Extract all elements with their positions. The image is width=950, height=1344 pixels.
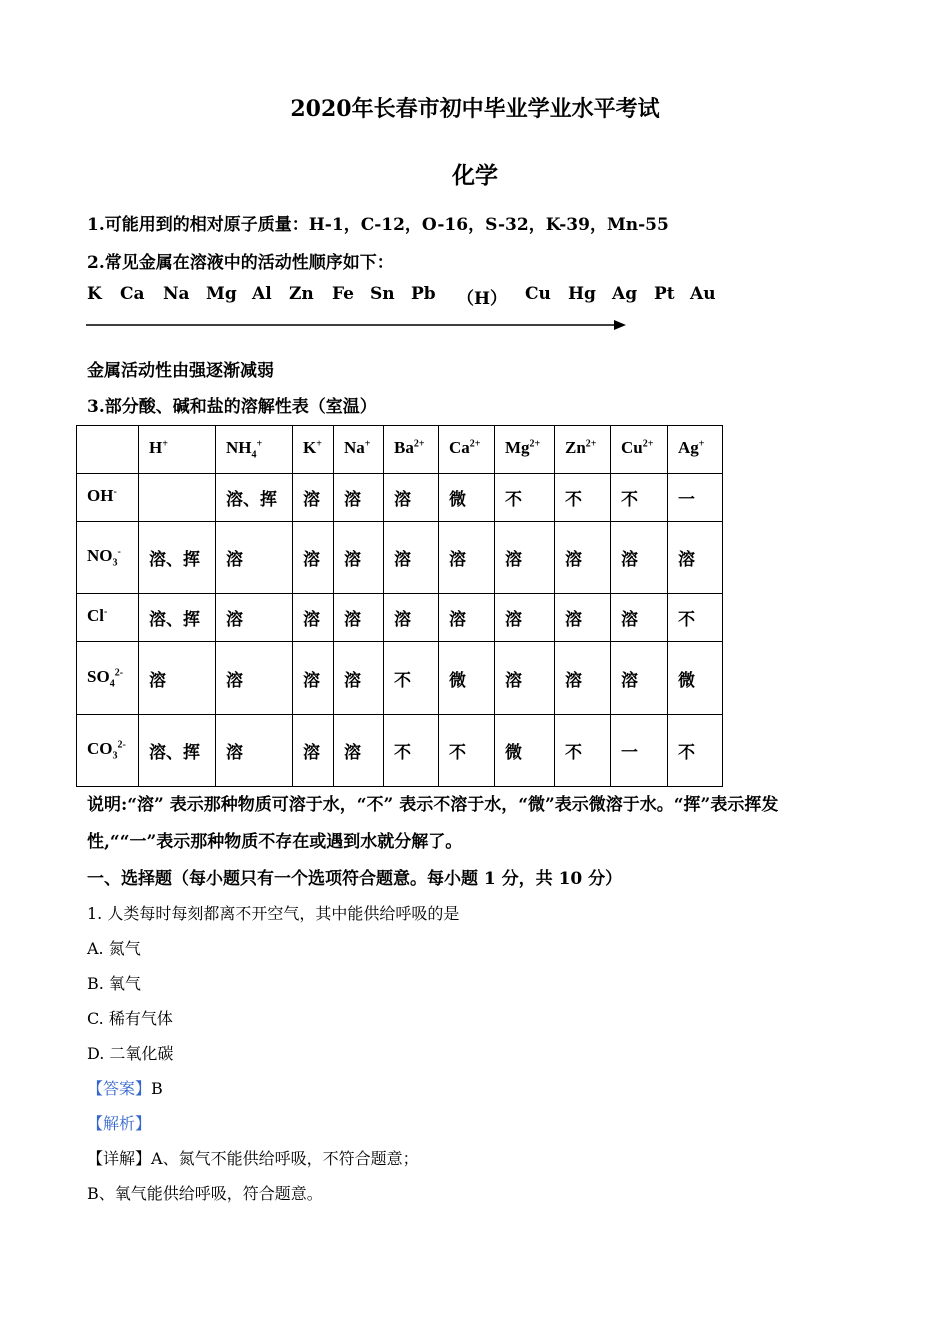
table-cell: 不 (384, 642, 439, 715)
table-cell: 溶 (216, 715, 293, 787)
column-header: $Ba^{2+}$ (384, 426, 439, 474)
table-cell: 溶 (495, 522, 555, 594)
column-header: $Ca^{2+}$ (439, 426, 495, 474)
table-cell: 不 (668, 715, 723, 787)
row-header: $NO_3^-$ (77, 522, 139, 594)
row-header: OH- (77, 474, 139, 522)
table-cell: 溶 (334, 715, 384, 787)
note-solubility-table: 3.部分酸、碱和盐的溶解性表（室温） (87, 397, 377, 417)
metal-symbol: Mg (206, 284, 237, 304)
table-cell: 微 (439, 474, 495, 522)
metal-activity-series (87, 284, 727, 309)
answer-label: 【答案】 (87, 1079, 152, 1098)
metal-symbol: Fe (332, 284, 354, 304)
table-cell: 不 (668, 594, 723, 642)
table-cell: 溶 (611, 522, 668, 594)
table-row (77, 715, 723, 787)
table-cell: 溶 (555, 522, 611, 594)
table-cell: 溶、挥 (139, 594, 216, 642)
table-cell: 溶 (384, 594, 439, 642)
table-cell: 溶 (293, 642, 334, 715)
column-header: $Mg^{2+}$ (495, 426, 555, 474)
table-row (77, 522, 723, 594)
table-header-row (77, 426, 723, 474)
column-header: Ag+ (668, 426, 723, 474)
subject-title: 化学 (452, 162, 498, 189)
row-header: $SO_4^{2-}$ (77, 642, 139, 715)
table-cell: 不 (495, 474, 555, 522)
option-a: A. 氮气 (87, 939, 141, 958)
table-cell: 微 (495, 715, 555, 787)
metal-symbol: Al (252, 284, 272, 304)
exam-title: 2020年长春市初中毕业学业水平考试 (290, 96, 660, 122)
table-cell: 不 (611, 474, 668, 522)
metal-symbol: （H） (457, 289, 508, 309)
table-cell: 溶 (384, 522, 439, 594)
section-heading: 一、选择题（每小题只有一个选项符合题意。每小题 1 分，共 10 分） (87, 869, 623, 889)
table-row (77, 474, 723, 522)
table-cell: 溶 (293, 715, 334, 787)
table-cell: 微 (439, 642, 495, 715)
table-cell: 溶 (293, 474, 334, 522)
table-cell: 溶 (334, 642, 384, 715)
column-header: $Zn^{2+}$ (555, 426, 611, 474)
column-header: $Cu^{2+}$ (611, 426, 668, 474)
table-cell: 溶 (439, 522, 495, 594)
table-cell: 溶 (439, 594, 495, 642)
table-cell: 溶 (293, 594, 334, 642)
column-header: $NH_4^+$ (216, 426, 293, 474)
table-cell: 溶、挥 (139, 715, 216, 787)
table-cell: 溶 (334, 594, 384, 642)
activity-caption: 金属活动性由强逐渐减弱 (87, 361, 274, 381)
table-cell: 溶 (139, 642, 216, 715)
table-cell: 溶、挥 (139, 522, 216, 594)
detail-line-2: B、氧气能供给呼吸，符合题意。 (87, 1184, 323, 1203)
detail-label: 【详解】 (87, 1149, 152, 1168)
question-stem: 1. 人类每时每刻都离不开空气，其中能供给呼吸的是 (87, 904, 460, 923)
table-cell: 溶 (293, 522, 334, 594)
metal-symbol: Hg (568, 284, 596, 304)
solubility-table (76, 425, 723, 787)
table-cell: 溶 (495, 642, 555, 715)
note-activity-series: 2.常见金属在溶液中的活动性顺序如下： (87, 253, 394, 273)
table-corner-cell (77, 426, 139, 474)
metal-symbol: Au (690, 284, 716, 304)
metal-symbol: Ag (612, 284, 638, 304)
table-cell: 一 (668, 474, 723, 522)
table-row (77, 594, 723, 642)
table-cell: 溶 (216, 522, 293, 594)
metal-symbol: Zn (289, 284, 314, 304)
answer-line (87, 1076, 163, 1099)
table-cell: 不 (555, 715, 611, 787)
table-cell: 溶 (555, 594, 611, 642)
table-cell (139, 474, 216, 522)
row-header: $CO_3^{2-}$ (77, 715, 139, 787)
table-cell: 不 (439, 715, 495, 787)
table-cell: 不 (555, 474, 611, 522)
metal-symbol: Sn (370, 284, 395, 304)
column-header: H+ (139, 426, 216, 474)
column-header: Na+ (334, 426, 384, 474)
column-header: K+ (293, 426, 334, 474)
table-cell: 不 (384, 715, 439, 787)
answer-value: B (151, 1079, 163, 1098)
table-cell: 溶 (216, 594, 293, 642)
note-atomic-masses: 1.可能用到的相对原子质量：H-1，C-12，O-16，S-32，K-39，Mn-55 (87, 215, 669, 235)
metal-symbol: Pt (654, 284, 675, 304)
metal-symbol: Pb (411, 284, 436, 304)
table-cell: 溶 (495, 594, 555, 642)
table-cell: 溶 (334, 474, 384, 522)
table-row (77, 642, 723, 715)
row-header: Cl- (77, 594, 139, 642)
table-cell: 溶 (216, 642, 293, 715)
table-cell: 溶、挥 (216, 474, 293, 522)
detail-line (87, 1146, 419, 1169)
table-cell: 溶 (555, 642, 611, 715)
activity-arrow-icon (86, 318, 631, 332)
table-cell: 溶 (611, 642, 668, 715)
metal-symbol: Cu (525, 284, 551, 304)
metal-symbol: Ca (120, 284, 145, 304)
table-cell: 一 (611, 715, 668, 787)
option-b: B. 氧气 (87, 974, 141, 993)
table-cell: 溶 (334, 522, 384, 594)
option-c: C. 稀有气体 (87, 1009, 173, 1028)
table-cell: 溶 (611, 594, 668, 642)
metal-symbol: Na (163, 284, 190, 304)
table-cell: 溶 (668, 522, 723, 594)
metal-symbol: K (87, 284, 102, 304)
table-cell: 微 (668, 642, 723, 715)
table-cell: 溶 (384, 474, 439, 522)
option-d: D. 二氧化碳 (87, 1044, 174, 1063)
legend-explanation-line2: 性,““一”表示那种物质不存在或遇到水就分解了。 (87, 832, 463, 852)
analysis-label: 【解析】 (87, 1114, 152, 1133)
detail-text: A、氮气不能供给呼吸，不符合题意； (151, 1149, 419, 1168)
legend-explanation-line1: 说明:“溶” 表示那种物质可溶于水，“不” 表示不溶于水，“微”表示微溶于水。“挥”表示挥发 (87, 795, 779, 815)
